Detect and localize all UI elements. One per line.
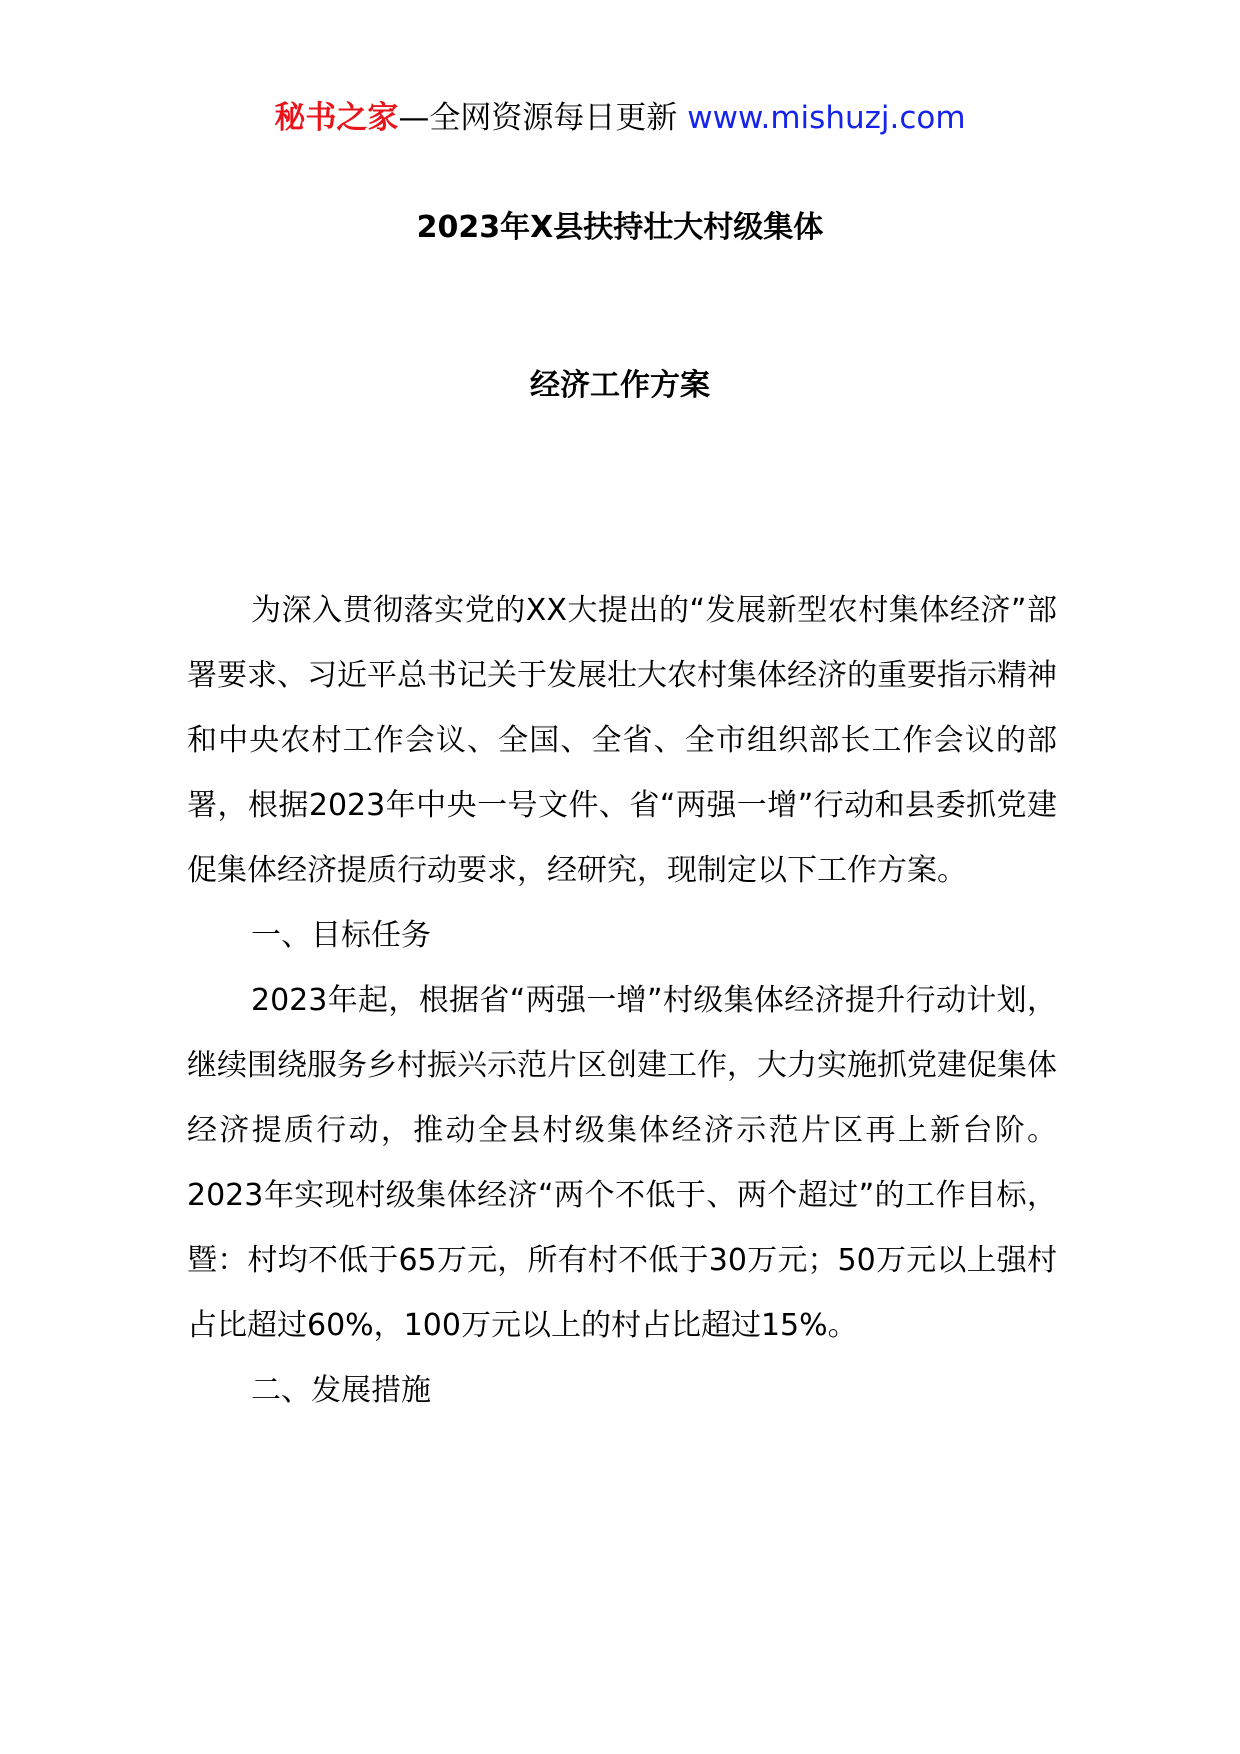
- document-body: [187, 578, 1057, 1423]
- section-heading-measures: 二、发展措施: [251, 1373, 431, 1408]
- brand-name: 秘书之家: [274, 100, 399, 136]
- header-tagline: —全网资源每日更新: [398, 100, 688, 136]
- section-heading-goals: 一、目标任务: [251, 918, 431, 953]
- site-url-link[interactable]: www.mishuzj.com: [687, 100, 966, 136]
- intro-paragraph: 为深入贯彻落实党的XX大提出的“发展新型农村集体经济”部署要求、习近平总书记关于发展壮大农村集体经济的重要指示精神和中央农村工作会议、全国、全省、全市组织部长工作会议的部署，根据2023年中央一号文件、省“两强一增”行动和县委抓党建促集体经济提质行动要求，经研究，现制定以下工作方案。: [187, 593, 1057, 888]
- document-title-line-1: 2023年X县扶持壮大村级集体: [416, 210, 824, 245]
- site-header: [0, 98, 1240, 138]
- goals-paragraph: 2023年起，根据省“两强一增”村级集体经济提升行动计划，继续围绕服务乡村振兴示范片区创建工作，大力实施抓党建促集体经济提质行动，推动全县村级集体经济示范片区再上新台阶。2023年实现村级集体经济“两个不低于、两个超过”的工作目标，暨：村均不低于65万元，所有村不低于30万元；50万元以上强村占比超过60%，100万元以上的村占比超过15%。: [187, 983, 1057, 1343]
- document-title-line-2: 经济工作方案: [530, 368, 710, 403]
